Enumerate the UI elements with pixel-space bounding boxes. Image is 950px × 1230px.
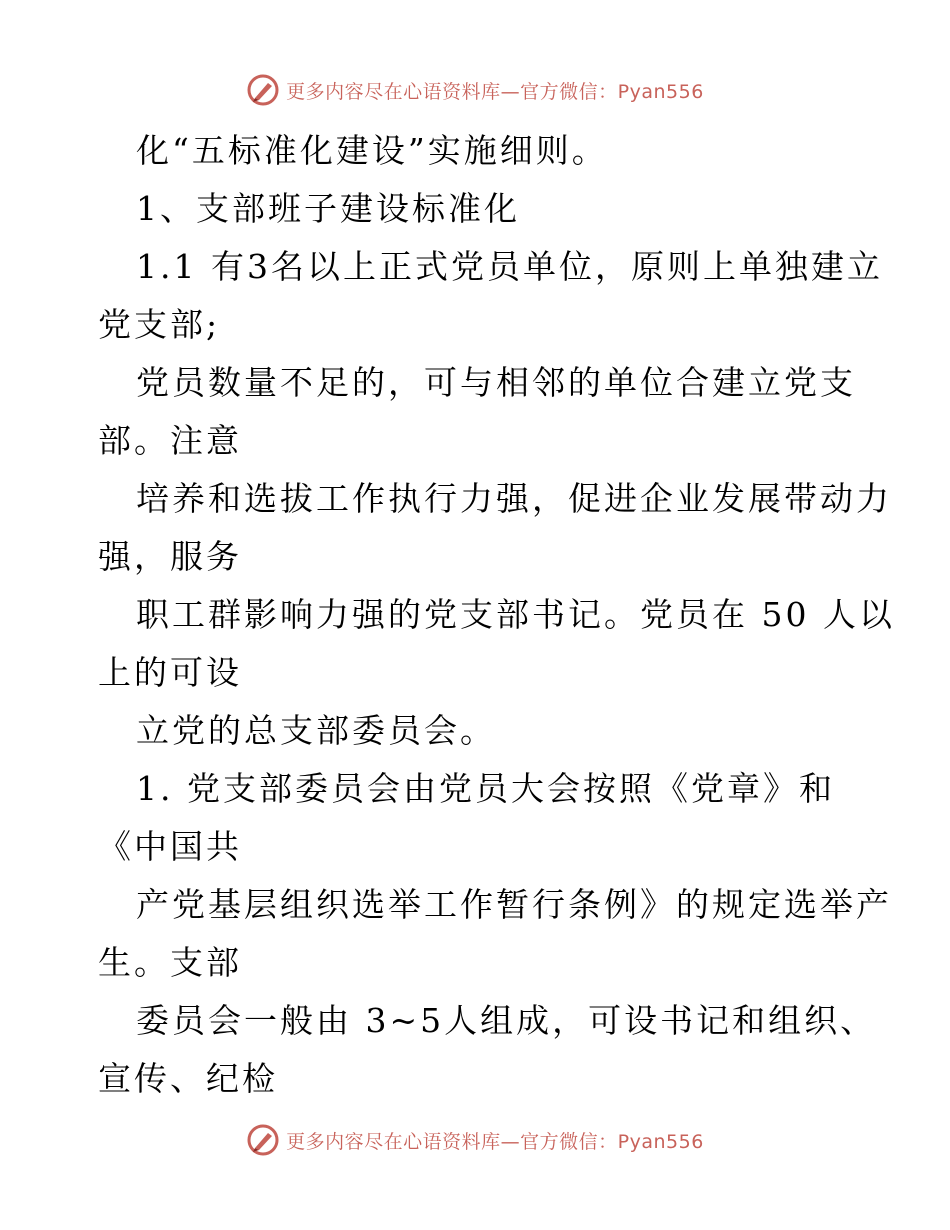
text-line: 《中国共 [98, 827, 242, 866]
text-line: 1、支部班子建设标准化 [136, 189, 520, 228]
footer-watermark [0, 1120, 950, 1160]
text-line: 产党基层组织选举工作暂行条例》的规定选举产 [136, 885, 892, 924]
text-line: 强，服务 [98, 537, 242, 576]
header-watermark-text: 更多内容尽在心语资料库—官方微信：Pyan556 [286, 80, 704, 103]
text-line: 部。注意 [98, 421, 242, 460]
text-line: 委员会一般由 3~5人组成，可设书记和组织、 [136, 1001, 877, 1040]
header-watermark [0, 70, 950, 110]
text-line: 上的可设 [98, 653, 242, 692]
text-line: 1.1 有3名以上正式党员单位，原则上单独建立 [136, 247, 883, 286]
document-body [98, 122, 895, 1108]
pen-logo-icon [246, 73, 280, 107]
text-line: 宣传、纪检 [98, 1059, 278, 1098]
text-line: 化“五标准化建设”实施细则。 [136, 131, 608, 170]
text-line: 党员数量不足的，可与相邻的单位合建立党支 [136, 363, 856, 402]
text-line: 生。支部 [98, 943, 242, 982]
footer-watermark-text: 更多内容尽在心语资料库—官方微信：Pyan556 [286, 1130, 704, 1153]
text-line: 立党的总支部委员会。 [136, 711, 496, 750]
text-line: 1. 党支部委员会由党员大会按照《党章》和 [136, 769, 835, 808]
text-line: 职工群影响力强的党支部书记。党员在 50 人以 [136, 595, 895, 634]
text-line: 培养和选拔工作执行力强，促进企业发展带动力 [136, 479, 892, 518]
text-line: 党支部; [98, 305, 221, 344]
pen-logo-icon [246, 1123, 280, 1157]
